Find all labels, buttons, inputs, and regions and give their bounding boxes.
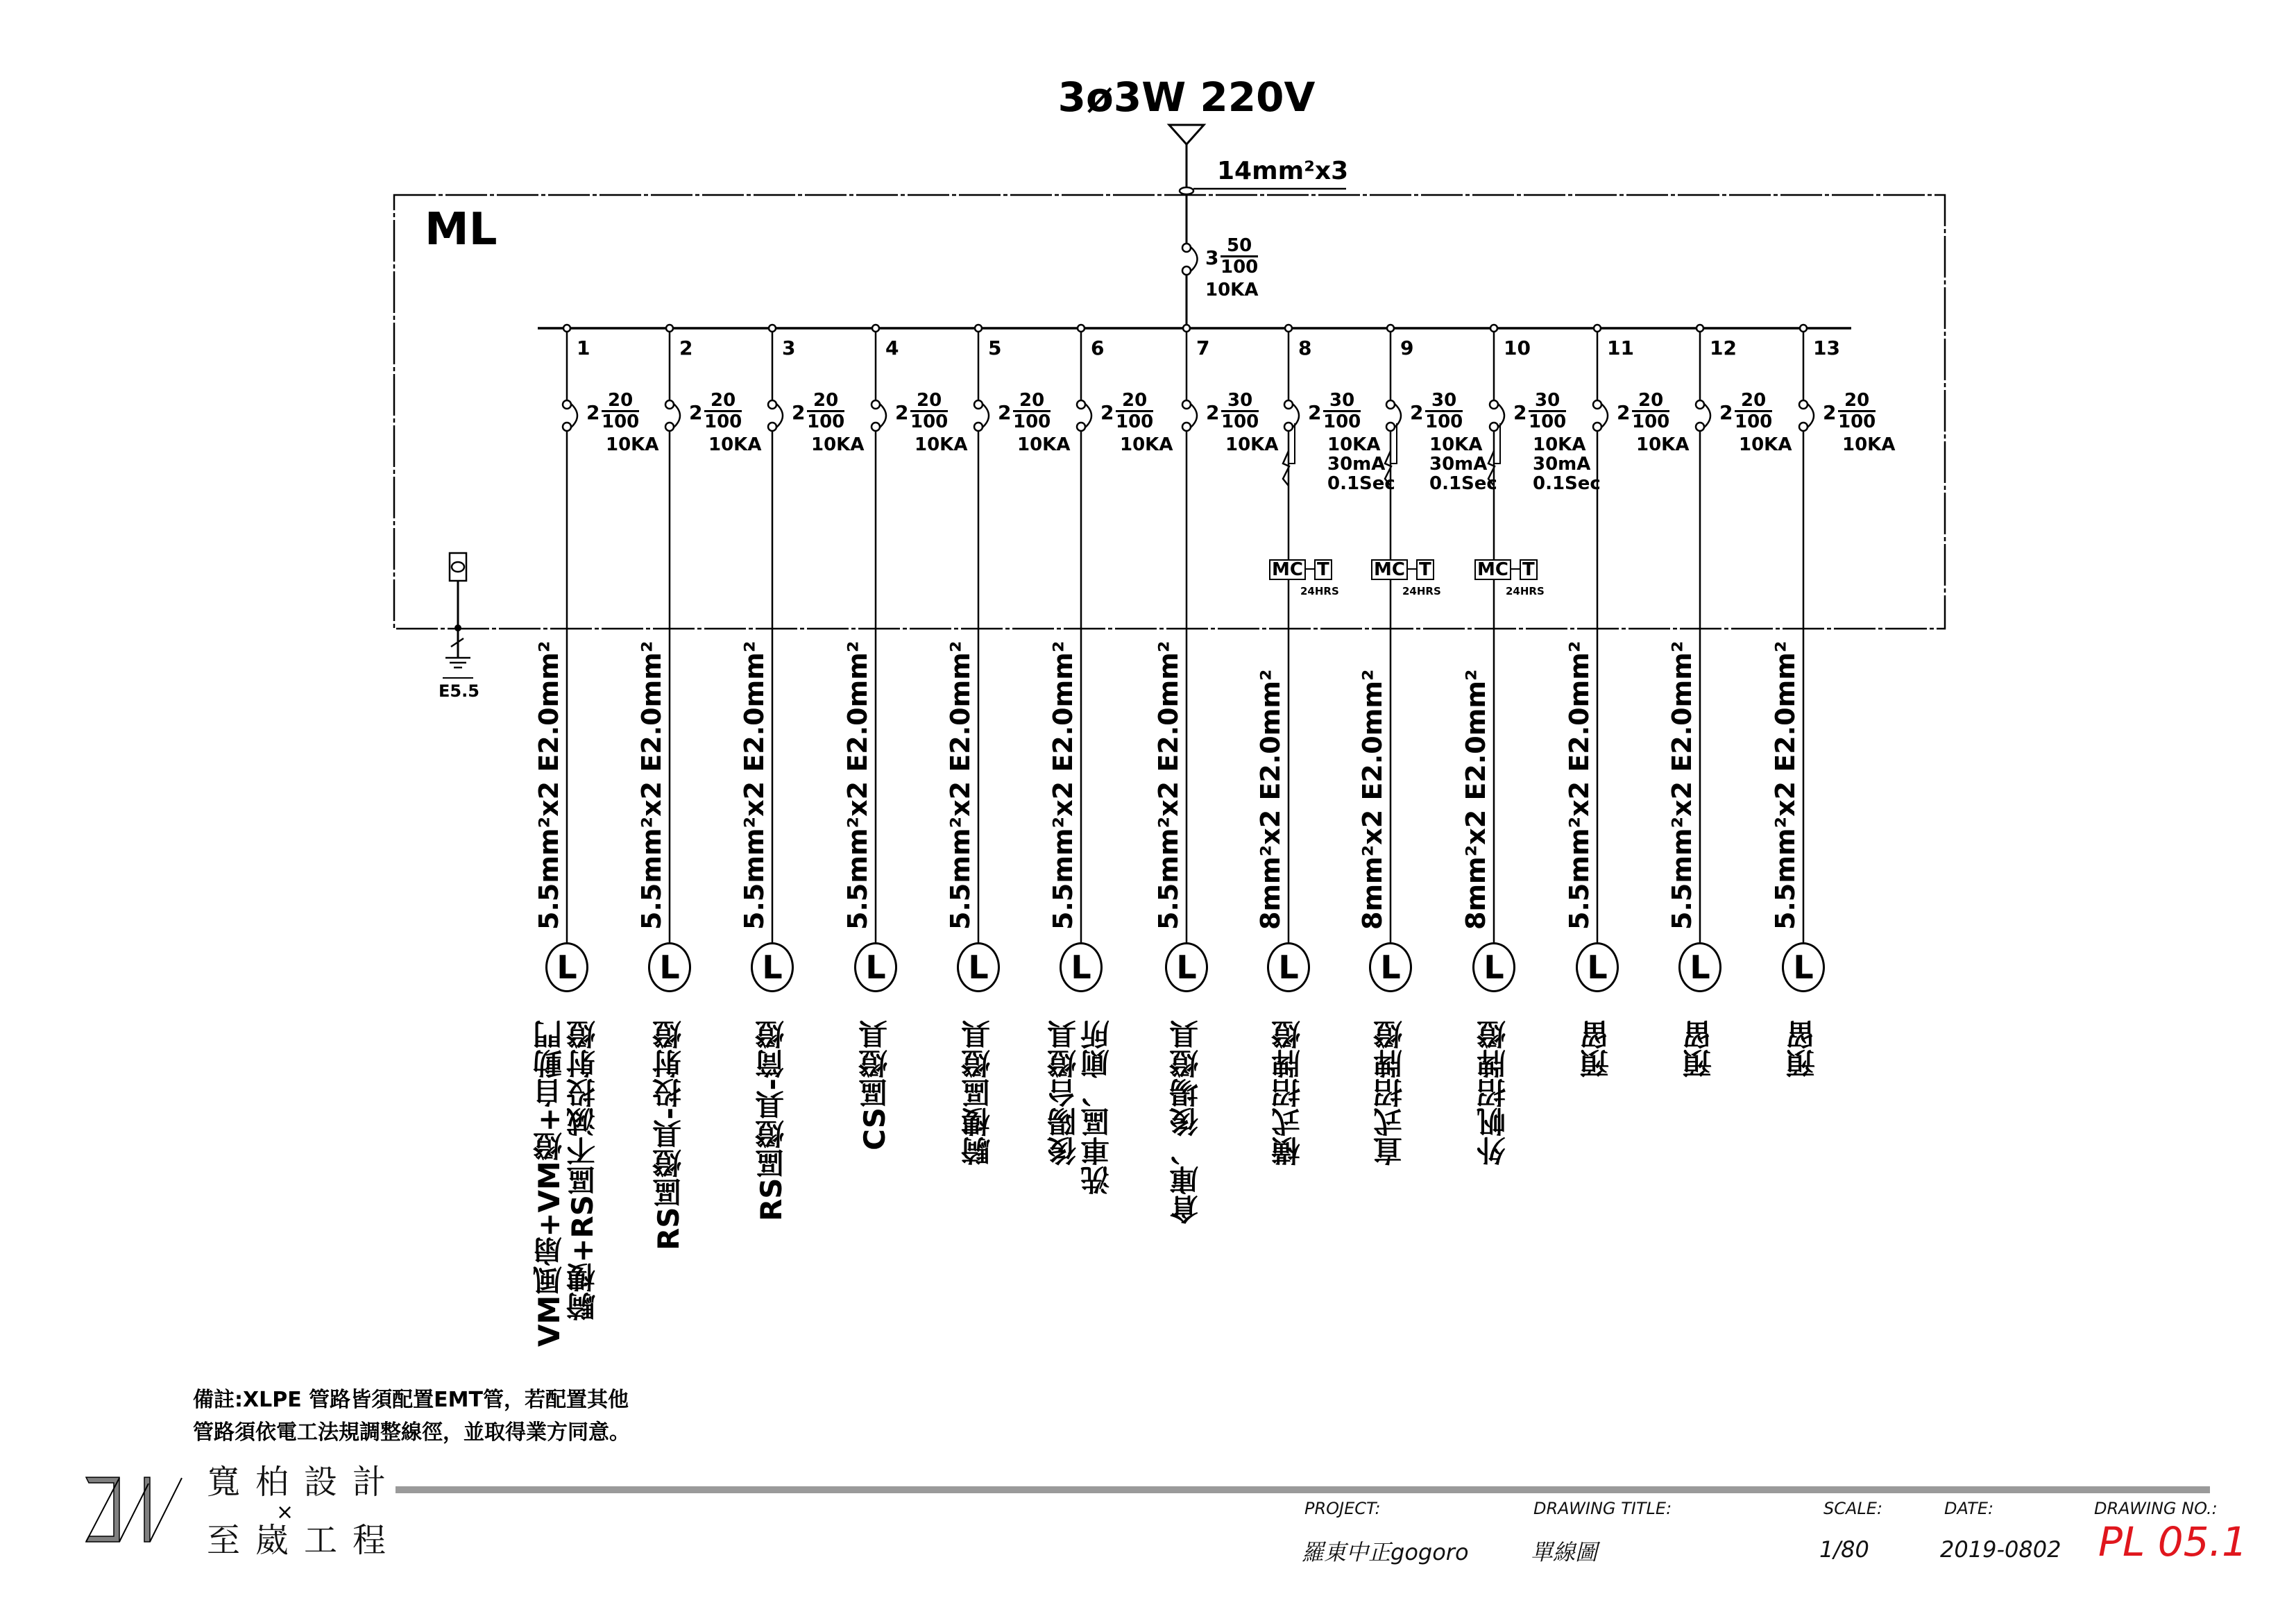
breaker-frame: 100 (1735, 411, 1773, 432)
load-description: 洗車區、廁所 (1080, 1020, 1114, 1195)
breaker-poles: 2 (792, 401, 806, 424)
lighting-load-icon: L (1267, 942, 1310, 992)
lighting-load-icon: L (1472, 942, 1515, 992)
branch-cable-spec: 8mm²x2 E2.0mm² (1255, 669, 1286, 930)
branch-cable-spec: 5.5mm²x2 E2.0mm² (1564, 640, 1595, 930)
ground-label: E5.5 (439, 681, 479, 701)
breaker-poles: 2 (689, 401, 703, 424)
elcb-sensitivity: 30mA (1327, 454, 1386, 475)
load-description: RS區燈具-投射燈 (652, 1020, 686, 1251)
branch-cable-spec: 5.5mm²x2 E2.0mm² (534, 640, 564, 930)
load-description: 後陽台燈具 (1046, 1020, 1080, 1166)
elcb-sensitivity: 30mA (1429, 454, 1488, 475)
timer-note: 24HRS (1506, 585, 1545, 597)
branch-breaker-icon (974, 400, 989, 431)
circuit-number: 12 (1710, 337, 1737, 359)
note-line-1: 備註:XLPE 管路皆須配置EMT管，若配置其他 (193, 1388, 629, 1412)
title-block-bar (396, 1486, 2210, 1493)
breaker-poles: 2 (1719, 401, 1733, 424)
branch-cable-spec: 8mm²x2 E2.0mm² (1461, 669, 1491, 930)
load-description: 預留 (1579, 1020, 1613, 1078)
load-description: VM風扇+VM燈+自動門 (532, 1020, 566, 1347)
branch-breaker-icon (1182, 400, 1197, 431)
timer-note: 24HRS (1402, 585, 1441, 597)
cable-tag-icon (1180, 187, 1193, 194)
branch-breaker-icon (1593, 400, 1608, 431)
company-name-1: 寬柏設計 (207, 1463, 402, 1502)
breaker-trip: 20 (704, 391, 742, 412)
breaker-trip: 20 (1838, 391, 1876, 412)
breaker-trip: 20 (807, 391, 844, 412)
branch-breaker-icon (665, 400, 680, 431)
project-value: 羅東中正gogoro (1302, 1539, 1469, 1565)
lighting-load-icon: L (751, 942, 794, 992)
breaker-frame: 100 (1221, 411, 1259, 432)
breaker-trip: 20 (1116, 391, 1153, 412)
drawing-no-value: PL 05.1 (2098, 1518, 2247, 1565)
branch-breaker-icon (1799, 400, 1814, 431)
magnetic-contactor: MC (1474, 559, 1511, 580)
circuit-number: 4 (885, 337, 899, 359)
branch-cable-spec: 5.5mm²x2 E2.0mm² (636, 640, 667, 930)
main-breaker-ic: 10KA (1205, 280, 1259, 300)
elcb-time: 0.1Sec (1327, 473, 1395, 494)
breaker-trip: 30 (1221, 391, 1259, 412)
breaker-trip: 30 (1323, 391, 1361, 412)
breaker-poles: 2 (1308, 401, 1322, 424)
breaker-frame: 100 (1116, 411, 1154, 432)
branch-breaker-icon (768, 400, 783, 431)
breaker-poles: 2 (1410, 401, 1424, 424)
elcb-time: 0.1Sec (1533, 473, 1601, 494)
drawing-title-label: DRAWING TITLE: (1533, 1499, 1672, 1518)
timer-note: 24HRS (1300, 585, 1339, 597)
timer-switch: T (1520, 559, 1538, 580)
circuit-number: 1 (577, 337, 590, 359)
branch-cable-spec: 5.5mm²x2 E2.0mm² (1048, 640, 1078, 930)
lighting-load-icon: L (854, 942, 897, 992)
scale-label: SCALE: (1823, 1499, 1883, 1518)
company-cross: × (276, 1500, 294, 1524)
main-breaker-icon (1182, 244, 1198, 275)
company-logo-icon (86, 1477, 182, 1542)
main-breaker-trip: 50 (1221, 236, 1258, 257)
drawing-title-value: 單線圖 (1531, 1539, 1598, 1565)
breaker-frame: 100 (1013, 411, 1051, 432)
circuit-number: 3 (782, 337, 796, 359)
circuit-number: 10 (1504, 337, 1531, 359)
elcb-sensitivity: 30mA (1533, 454, 1591, 475)
breaker-ic: 10KA (811, 434, 865, 455)
date-value: 2019-0802 (1940, 1536, 2061, 1563)
breaker-trip: 20 (1735, 391, 1772, 412)
feeder-cable-label: 14mm²x3 (1217, 157, 1349, 185)
breaker-ic: 10KA (1636, 434, 1690, 455)
breaker-poles: 2 (895, 401, 909, 424)
branch-cable-spec: 5.5mm²x2 E2.0mm² (945, 640, 976, 930)
circuit-number: 6 (1091, 337, 1105, 359)
circuit-number: 2 (679, 337, 693, 359)
breaker-frame: 100 (704, 411, 742, 432)
breaker-ic: 10KA (708, 434, 762, 455)
breaker-frame: 100 (1529, 411, 1567, 432)
branch-breaker-icon (1077, 400, 1091, 431)
breaker-frame: 100 (1632, 411, 1670, 432)
breaker-poles: 2 (1823, 401, 1837, 424)
load-description: 直式招牌燈 (1372, 1020, 1406, 1166)
load-description: 騎樓+RS區不滅投射燈 (566, 1020, 599, 1321)
breaker-trip: 30 (1529, 391, 1566, 412)
circuit-number: 13 (1813, 337, 1840, 359)
breaker-ic: 10KA (606, 434, 659, 455)
ground-icon (443, 553, 473, 678)
supply-source-icon (1169, 125, 1204, 144)
circuit-number: 8 (1298, 337, 1312, 359)
branch-breaker-icon (1386, 400, 1401, 431)
branch-breaker-icon (563, 400, 577, 431)
main-breaker-frame: 100 (1221, 257, 1259, 278)
notes (193, 1384, 630, 1449)
breaker-ic: 10KA (1225, 434, 1279, 455)
load-description: CS區燈具 (858, 1020, 892, 1150)
scale-value: 1/80 (1819, 1536, 1869, 1563)
breaker-poles: 2 (1513, 401, 1527, 424)
breaker-frame: 100 (910, 411, 949, 432)
timer-switch: T (1416, 559, 1434, 580)
company-name-2: 至崴工程 (207, 1521, 402, 1560)
breaker-poles: 2 (1617, 401, 1631, 424)
breaker-trip: 20 (1013, 391, 1051, 412)
lighting-load-icon: L (1165, 942, 1208, 992)
breaker-frame: 100 (1323, 411, 1361, 432)
breaker-poles: 2 (1206, 401, 1220, 424)
circuit-number: 7 (1196, 337, 1210, 359)
load-description: 倉庫、後場燈具 (1168, 1020, 1202, 1224)
breaker-trip: 20 (910, 391, 948, 412)
load-description: 外帆招牌燈 (1476, 1020, 1510, 1166)
main-breaker-poles: 3 (1205, 246, 1219, 269)
lighting-load-icon: L (1060, 942, 1103, 992)
lighting-load-icon: L (545, 942, 588, 992)
branch-breaker-icon (1284, 400, 1299, 431)
breaker-poles: 2 (586, 401, 600, 424)
circuit-number: 9 (1400, 337, 1414, 359)
breaker-trip: 30 (1425, 391, 1463, 412)
circuit-number: 5 (988, 337, 1002, 359)
load-description: RS區燈具-筒燈 (754, 1020, 788, 1222)
branch-cable-spec: 5.5mm²x2 E2.0mm² (1770, 640, 1801, 930)
lighting-load-icon: L (1369, 942, 1412, 992)
breaker-ic: 10KA (1120, 434, 1173, 455)
breaker-poles: 2 (998, 401, 1012, 424)
breaker-frame: 100 (1838, 411, 1876, 432)
breaker-ic: 10KA (1842, 434, 1896, 455)
elcb-time: 0.1Sec (1429, 473, 1497, 494)
breaker-ic: 10KA (915, 434, 968, 455)
lighting-load-icon: L (648, 942, 691, 992)
drawing-no-label: DRAWING NO.: (2094, 1499, 2218, 1518)
breaker-frame: 100 (1425, 411, 1463, 432)
load-description: 預留 (1682, 1020, 1716, 1078)
magnetic-contactor: MC (1371, 559, 1408, 580)
branch-breaker-icon (1696, 400, 1710, 431)
load-description: 橫式招牌燈 (1270, 1020, 1304, 1166)
circuit-number: 11 (1607, 337, 1634, 359)
branch-cable-spec: 5.5mm²x2 E2.0mm² (1667, 640, 1697, 930)
breaker-frame: 100 (807, 411, 845, 432)
breaker-ic: 10KA (1533, 434, 1586, 455)
project-label: PROJECT: (1304, 1499, 1381, 1518)
lighting-load-icon: L (1782, 942, 1825, 992)
breaker-poles: 2 (1100, 401, 1114, 424)
supply-title: 3ø3W 220V (1057, 74, 1316, 121)
lighting-load-icon: L (1576, 942, 1619, 992)
timer-switch: T (1314, 559, 1332, 580)
breaker-trip: 20 (1632, 391, 1669, 412)
branch-cable-spec: 5.5mm²x2 E2.0mm² (1153, 640, 1184, 930)
breaker-ic: 10KA (1017, 434, 1071, 455)
lighting-load-icon: L (1678, 942, 1721, 992)
branch-cable-spec: 5.5mm²x2 E2.0mm² (842, 640, 873, 930)
breaker-ic: 10KA (1739, 434, 1792, 455)
branch-cable-spec: 5.5mm²x2 E2.0mm² (739, 640, 769, 930)
magnetic-contactor: MC (1269, 559, 1306, 580)
breaker-trip: 20 (602, 391, 639, 412)
load-description: 騎樓區燈具 (960, 1020, 994, 1166)
panel-name: ML (425, 204, 498, 255)
branch-breaker-icon (871, 400, 886, 431)
branch-cable-spec: 8mm²x2 E2.0mm² (1357, 669, 1388, 930)
lighting-load-icon: L (957, 942, 1000, 992)
breaker-ic: 10KA (1327, 434, 1381, 455)
breaker-frame: 100 (602, 411, 640, 432)
breaker-ic: 10KA (1429, 434, 1483, 455)
load-description: 預留 (1785, 1020, 1819, 1078)
note-line-2: 管路須依電工法規調整線徑，並取得業方同意。 (193, 1420, 630, 1445)
branch-breaker-icon (1490, 400, 1504, 431)
date-label: DATE: (1944, 1499, 1994, 1518)
